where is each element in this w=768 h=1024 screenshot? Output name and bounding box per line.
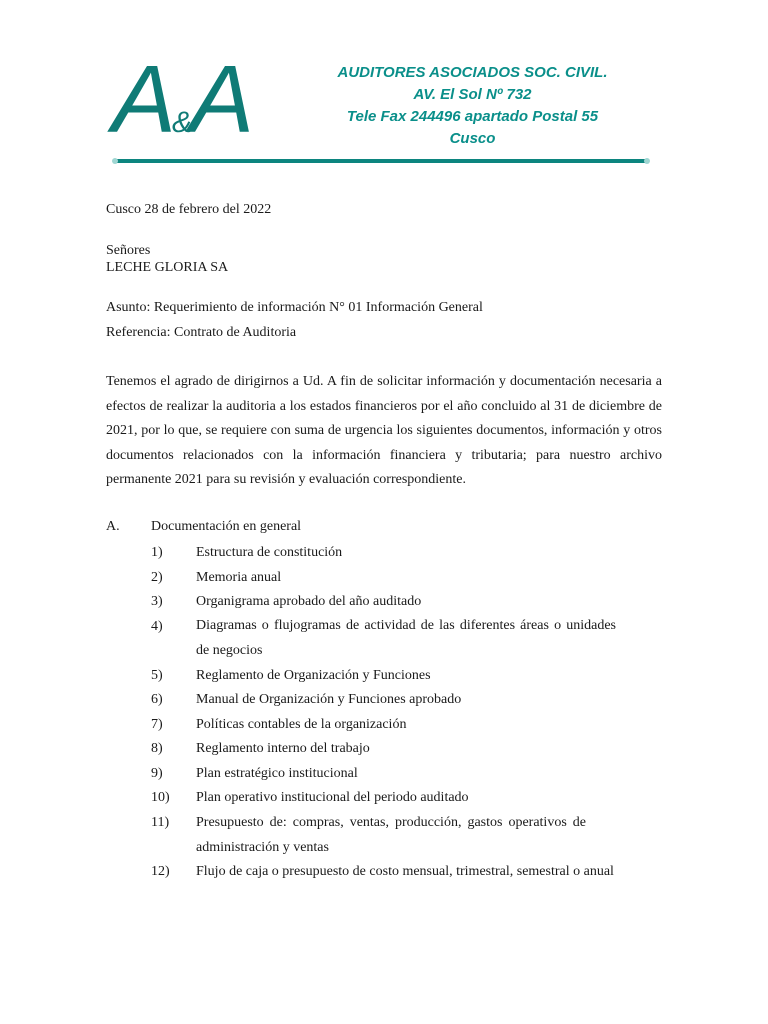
list-item-text: Memoria anual — [196, 570, 282, 585]
list-item-number: 4) — [151, 619, 163, 634]
list-item-number: 10) — [151, 790, 170, 805]
header-divider — [115, 159, 647, 163]
list-item-text: Diagramas o flujogramas de actividad de las diferentes áreas o unidades de negocios — [196, 618, 616, 658]
firm-logo — [112, 46, 255, 153]
list-item-text: Estructura de constitución — [196, 545, 343, 560]
list-item-number: 6) — [151, 692, 163, 707]
list-item-number: 5) — [151, 668, 163, 683]
list-item-text: Reglamento interno del trabajo — [196, 741, 370, 756]
letter-date: Cusco 28 de febrero del 2022 — [106, 202, 272, 217]
list-item-text: Plan operativo institucional del periodo auditado — [196, 790, 469, 805]
body-line: efectos de realizar la auditoria a los estados financieros por el año concluido al 31 de diciembre de — [106, 398, 662, 414]
logo-ampersand: & — [172, 106, 193, 139]
list-item-number: 9) — [151, 766, 163, 781]
list-item-text: Manual de Organización y Funciones aprobado — [196, 692, 462, 707]
logo-letter-left: A — [112, 46, 177, 153]
body-line: documentos relacionados con la información financiera y tributaria; para nuestro archivo — [106, 447, 662, 463]
list-item-text: Reglamento de Organización y Funciones — [196, 668, 431, 683]
list-item-text: Presupuesto de: compras, ventas, producción, gastos operativos de administración y ventas — [196, 815, 586, 855]
body-line: Tenemos el agrado de dirigirnos a Ud. A fin de solicitar información y documentación necesaria a — [106, 374, 662, 389]
section-letter: A. — [106, 519, 120, 534]
firm-name: AUDITORES ASOCIADOS SOC. CIVIL. — [337, 64, 608, 81]
letter-body — [106, 370, 662, 493]
list-item-text: Plan estratégico institucional — [196, 766, 358, 781]
list-item-text: Políticas contables de la organización — [196, 717, 407, 732]
letter-salutation: Señores — [106, 243, 151, 258]
firm-contact: Tele Fax 244496 apartado Postal 55 — [346, 108, 599, 125]
list-item-text: Organigrama aprobado del año auditado — [196, 594, 422, 609]
body-line: permanente 2021 para su revisión y evaluación correspondiente. — [106, 472, 466, 487]
list-item-number: 7) — [151, 717, 163, 732]
firm-header — [320, 62, 625, 150]
list-item-number: 11) — [151, 815, 170, 830]
letter-reference: Referencia: Contrato de Auditoria — [106, 325, 297, 340]
list-item-number: 2) — [151, 570, 163, 585]
list-item-number: 1) — [151, 545, 163, 560]
list-item-text: Flujo de caja o presupuesto de costo mensual, trimestral, semestral o anual — [196, 864, 614, 879]
list-item-number: 12) — [151, 864, 170, 879]
body-line: 2021, por lo que, se requiere con suma de urgencia los siguientes documentos, información y otros — [106, 423, 662, 438]
firm-city: Cusco — [449, 130, 496, 147]
letter-subject: Asunto: Requerimiento de información N° 01 Información General — [106, 300, 483, 315]
section-title: Documentación en general — [151, 519, 302, 534]
firm-address: AV. El Sol Nº 732 — [413, 86, 532, 103]
logo-letter-right: A — [190, 46, 255, 153]
list-item-number: 3) — [151, 594, 163, 609]
letter-recipient: LECHE GLORIA SA — [106, 260, 229, 275]
list-item-number: 8) — [151, 741, 163, 756]
